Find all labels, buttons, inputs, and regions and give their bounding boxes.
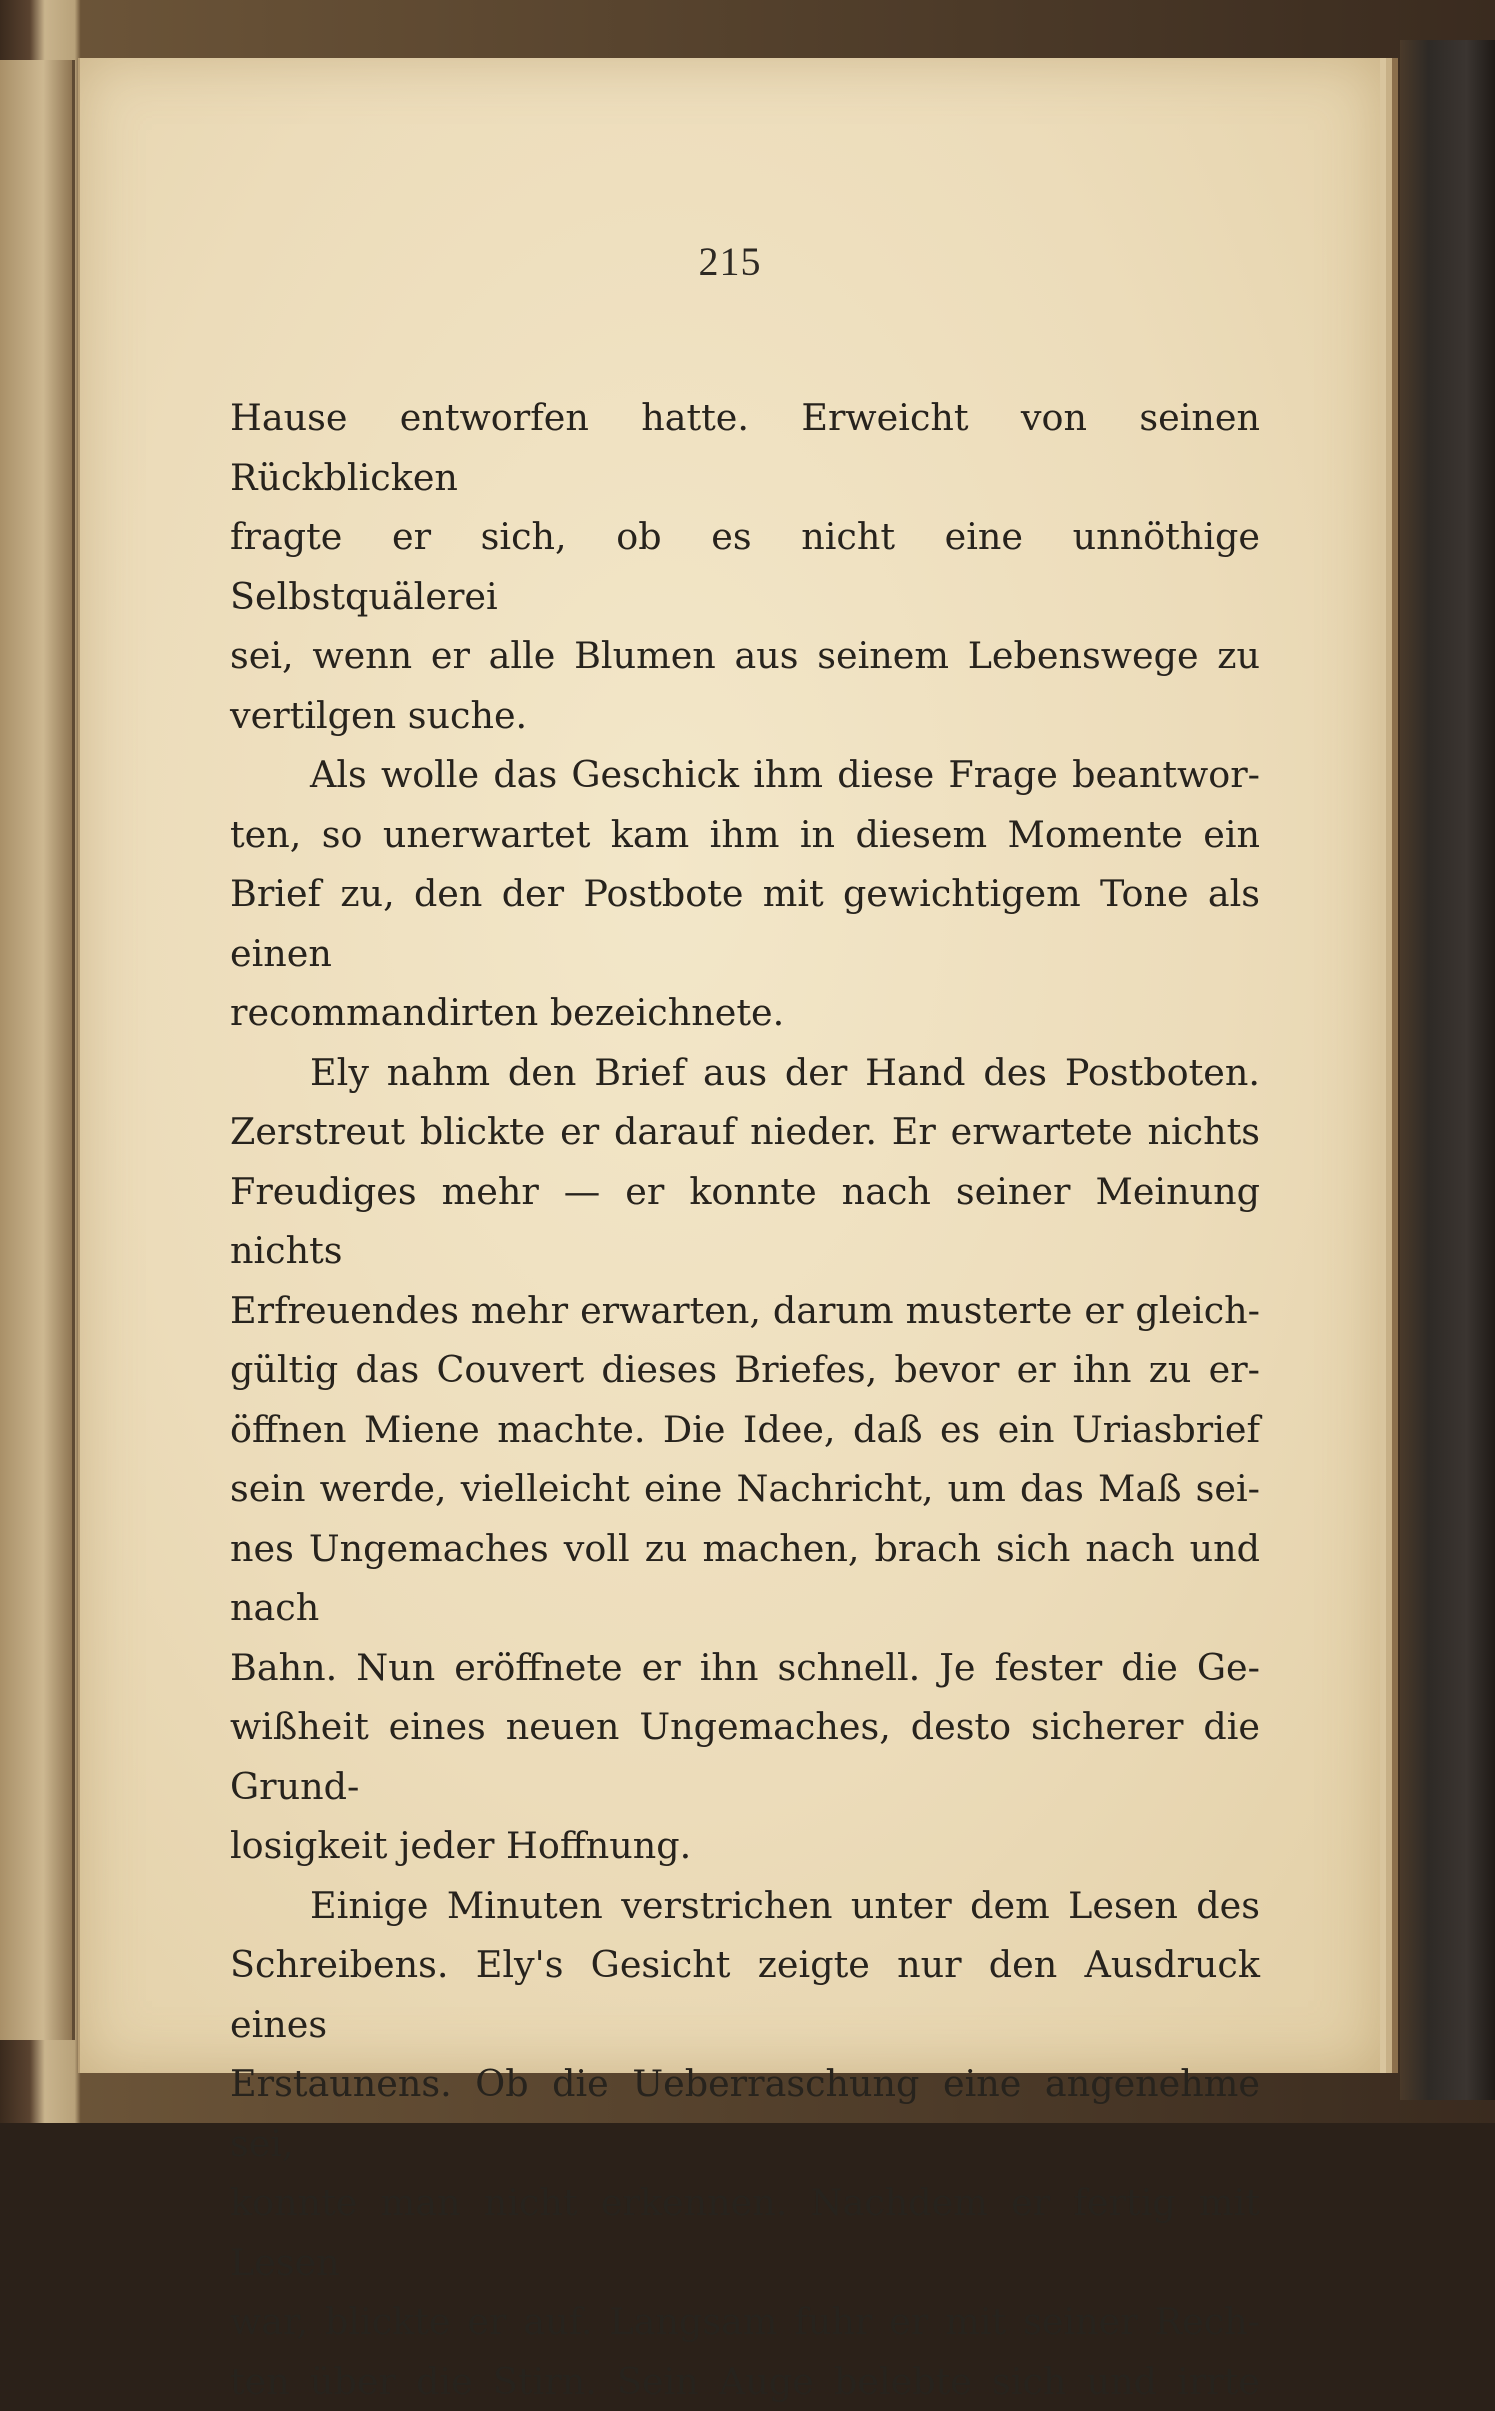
text-line: ten über die Stirn. Sein Auge belebte sich und irrte	[230, 2352, 1260, 2411]
text-line: Zerstreut blickte er darauf nieder. Er erwartete nichts	[230, 1102, 1260, 1162]
text-line: nes Ungemaches voll zu machen, brach sich nach und nach	[230, 1519, 1260, 1638]
text-line: gültig das Couvert dieses Briefes, bevor er ihn zu er-	[230, 1340, 1260, 1400]
text-line: Schreibens. Ely's Gesicht zeigte nur den Ausdruck eines	[230, 1935, 1260, 2054]
text-line: sei, wenn er alle Blumen aus seinem Lebenswege zu	[230, 626, 1260, 686]
text-line: vertilgen suche.	[230, 686, 1260, 746]
previous-page-edge	[0, 60, 75, 2040]
text-line: Hause entworfen hatte. Erweicht von seinen Rückblicken	[230, 388, 1260, 507]
text-line: war, blickte er auf. Langsam fuhr er mit seiner Rech-	[230, 2292, 1260, 2352]
text-line: Erfreuendes mehr erwarten, darum musterte er gleich-	[230, 1281, 1260, 1341]
text-line: wißheit eines neuen Ungemaches, desto sicherer die Grund-	[230, 1697, 1260, 1816]
text-line: konnte man nicht erkennen. Nachdem er fertig mit Lesen	[230, 2173, 1260, 2292]
text-line: recommandirten bezeichnete.	[230, 983, 1260, 1043]
text-line: öffnen Miene machte. Die Idee, daß es ein Uriasbrief	[230, 1400, 1260, 1460]
text-line: ten, so unerwartet kam ihm in diesem Momente ein	[230, 805, 1260, 865]
paragraph-start-line: Als wolle das Geschick ihm diese Frage beantwor-	[230, 745, 1260, 805]
text-line: losigkeit jeder Hoffnung.	[230, 1816, 1260, 1876]
book-page	[78, 58, 1380, 2073]
text-line: fragte er sich, ob es nicht eine unnöthige Selbstquälerei	[230, 507, 1260, 626]
text-line: Bahn. Nun eröffnete er ihn schnell. Je fester die Ge-	[230, 1638, 1260, 1698]
text-line: Brief zu, den der Postbote mit gewichtigem Tone als einen	[230, 864, 1260, 983]
paragraph-start-line: Einige Minuten verstrichen unter dem Lesen des	[230, 1876, 1260, 1936]
text-line: sein werde, vielleicht eine Nachricht, um das Maß sei-	[230, 1459, 1260, 1519]
text-line: Erstaunens. Ob die Ueberraschung eine angenehme sei,	[230, 2054, 1260, 2173]
book-cover-edge	[1400, 40, 1495, 2100]
body-text	[230, 388, 1260, 2411]
text-line: Freudiges mehr — er konnte nach seiner Meinung nichts	[230, 1162, 1260, 1281]
paragraph-start-line: Ely nahm den Brief aus der Hand des Postboten.	[230, 1043, 1260, 1103]
page-number: 215	[80, 238, 1380, 285]
